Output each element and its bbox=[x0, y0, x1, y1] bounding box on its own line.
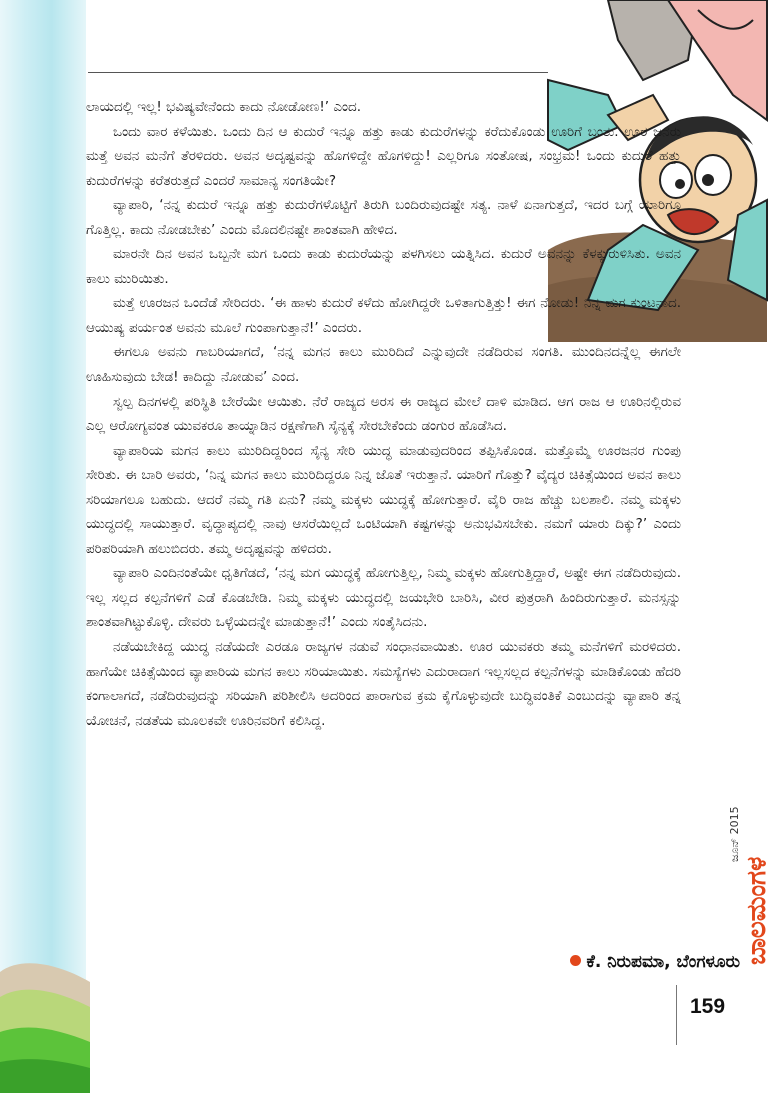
top-divider bbox=[88, 72, 550, 73]
paragraph: ವ್ಯಾಪಾರಿ, ‘ನನ್ನ ಕುದುರೆ ಇನ್ನೂ ಹತ್ತು ಕುದುರೆಗಳೊಟ್ಟಿಗೆ ತಿರುಗಿ ಬಂದಿರುವುದಷ್ಟೇ ಸತ್ಯ. ನಾಳೆ ಏನಾಗುತ್ತದೆ, ಇದರ ಬಗ್ಗೆ ಯಾರಿಗೂ ಗೊತ್ತಿಲ್ಲ. ಕಾದು ನೋಡಬೇಕು’ ಎಂದು ಮೊದಲಿನಷ್ಟೇ ಶಾಂತವಾಗಿ ಹೇಳಿದ. bbox=[86, 197, 681, 238]
bullet-dot-icon bbox=[570, 955, 581, 966]
paragraph: ಮಾರನೇ ದಿನ ಅವನ ಒಬ್ಬನೇ ಮಗ ಒಂದು ಕಾಡು ಕುದುರೆಯನ್ನು ಪಳಗಿಸಲು ಯತ್ನಿಸಿದ. ಕುದುರೆ ಅವನನ್ನು ಕೆಳಕ್ಕುರುಳಿಸಿತು. ಅವನ ಕಾಲು ಮುರಿಯಿತು. bbox=[86, 246, 681, 287]
left-hill-illustration bbox=[0, 952, 90, 1093]
article-body bbox=[86, 95, 681, 733]
paragraph: ಸ್ವಲ್ಪ ದಿನಗಳಲ್ಲಿ ಪರಿಸ್ಥಿತಿ ಬೇರೆಯೇ ಆಯಿತು. ನೆರೆ ರಾಜ್ಯದ ಅರಸ ಈ ರಾಜ್ಯದ ಮೇಲೆ ದಾಳಿ ಮಾಡಿದ. ಆಗ ರಾಜ ಆ ಊರಿನಲ್ಲಿರುವ ಎಲ್ಲ ಆರೋಗ್ಯವಂತ ಯುವಕರೂ ತಾಯ್ನಾಡಿನ ರಕ್ಷಣೆಗಾಗಿ ಸೈನ್ಯಕ್ಕೆ ಸೇರಬೇಕೆಂದು ಡಂಗುರ ಹೊಡೆಸಿದ. bbox=[86, 393, 681, 435]
left-decorative-strip bbox=[0, 0, 86, 1093]
author-byline bbox=[420, 952, 740, 972]
magazine-name: ಬಾಲಮಂಗಳ bbox=[742, 856, 772, 965]
paragraph: ಲಾಯದಲ್ಲಿ ಇಲ್ಲ! ಭವಿಷ್ಯವೇನೆಂದು ಕಾದು ನೋಡೋಣ!’ ಎಂದ. bbox=[86, 99, 361, 115]
paragraph: ಮತ್ತೆ ಊರಜನ ಒಂದೆಡೆ ಸೇರಿದರು. ‘ಈ ಹಾಳು ಕುದುರೆ ಕಳೆದು ಹೋಗಿದ್ದರೇ ಒಳಿತಾಗುತ್ತಿತ್ತು! ಈಗ ನೋಡು! ನಿನ್ನ ಮಗ ಕುಂಟನಾದ. ಆಯುಷ್ಯ ಪರ್ಯಂತ ಅವನು ಮೂಲೆ ಗುಂಪಾಗುತ್ತಾನೆ!’ ಎಂದರು. bbox=[86, 295, 681, 336]
issue-date: ಜೂನ್ 2015 bbox=[728, 806, 741, 862]
paragraph: ಒಂದು ವಾರ ಕಳೆಯಿತು. ಒಂದು ದಿನ ಆ ಕುದುರೆ ಇನ್ನೂ ಹತ್ತು ಕಾಡು ಕುದುರೆಗಳನ್ನು ಕರೆದುಕೊಂಡು ಊರಿಗೆ ಬಂತು. ಊರ ಜನರು ಮತ್ತೆ ಅವನ ಮನೆಗೆ ತೆರಳಿದರು. ಅವನ ಅದೃಷ್ಟವನ್ನು ಹೊಗಳಿದ್ದೇ ಹೊಗಳಿದ್ದು! ಎಲ್ಲರಿಗೂ ಸಂತೋಷ, ಸಂಭ್ರಮ! ಒಂದು ಕುದುರೆ ಹತ್ತು ಕುದುರೆಗಳನ್ನು ಕರೆತರುತ್ತದೆ ಎಂದರೆ ಸಾಮಾನ್ಯ ಸಂಗತಿಯೇ? bbox=[86, 123, 681, 189]
folio-divider bbox=[676, 985, 677, 1045]
paragraph: ನಡೆಯಬೇಕಿದ್ದ ಯುದ್ಧ ನಡೆಯದೇ ಎರಡೂ ರಾಜ್ಯಗಳ ನಡುವೆ ಸಂಧಾನವಾಯಿತು. ಊರ ಯುವಕರು ತಮ್ಮ ಮನೆಗಳಿಗೆ ಮರಳಿದರು. ಹಾಗೆಯೇ ಚಿಕಿತ್ಸೆಯಿಂದ ವ್ಯಾಪಾರಿಯ ಮಗನ ಕಾಲು ಸರಿಯಾಯಿತು. ಸಮಸ್ಯೆಗಳು ಎದುರಾದಾಗ ಇಲ್ಲಸಲ್ಲದ ಕಲ್ಪನೆಗಳನ್ನು ಮಾಡಿಕೊಂಡು ಹೆದರಿ ಕಂಗಾಲಾಗದೆ, ನಡೆದಿರುವುದನ್ನು ಸರಿಯಾಗಿ ಪರಿಶೀಲಿಸಿ ಅದರಿಂದ ಪಾರಾಗುವ ಕ್ರಮ ಕೈಗೊಳ್ಳುವುದೇ ಬುದ್ಧಿವಂತಿಕೆ ಎಂಬುದನ್ನು ವ್ಯಾಪಾರಿ ತನ್ನ ಯೋಚನೆ, ನಡತೆಯ ಮೂಲಕವೇ ಊರಿನವರಿಗೆ ಕಲಿಸಿದ್ದ. bbox=[86, 639, 681, 729]
paragraph: ಈಗಲೂ ಅವನು ಗಾಬರಿಯಾಗದೆ, ‘ನನ್ನ ಮಗನ ಕಾಲು ಮುರಿದಿದೆ ಎನ್ನುವುದೇ ನಡೆದಿರುವ ಸಂಗತಿ. ಮುಂದಿನದನ್ನೆಲ್ಲ ಈಗಲೇ ಊಹಿಸುವುದು ಬೇಡ! ಕಾದಿದ್ದು ನೋಡುವ’ ಎಂದ. bbox=[86, 344, 681, 386]
paragraph: ವ್ಯಾಪಾರಿಯ ಮಗನ ಕಾಲು ಮುರಿದಿದ್ದರಿಂದ ಸೈನ್ಯ ಸೇರಿ ಯುದ್ಧ ಮಾಡುವುದರಿಂದ ತಪ್ಪಿಸಿಕೊಂಡ. ಮತ್ತೊಮ್ಮೆ ಊರಜನರ ಗುಂಪು ಸೇರಿತು. ಈ ಬಾರಿ ಅವರು, ‘ನಿನ್ನ ಮಗನ ಕಾಲು ಮುರಿದಿದ್ದರೂ ನಿನ್ನ ಜೊತೆ ಇರುತ್ತಾನೆ. ಯಾರಿಗೆ ಗೊತ್ತು? ವೈದ್ಯರ ಚಿಕಿತ್ಸೆಯಿಂದ ಅವನ ಕಾಲು ಸರಿಯಾಗಲೂ ಬಹುದು. ಆದರೆ ನಮ್ಮ ಗತಿ ಏನು? ನಮ್ಮ ಮಕ್ಕಳು ಯುದ್ಧಕ್ಕೆ ಹೋಗುತ್ತಾರೆ. ವೈರಿ ರಾಜ ಹೆಚ್ಚು ಬಲಶಾಲಿ. ನಮ್ಮ ಮಕ್ಕಳು ಯುದ್ಧದಲ್ಲಿ ಸಾಯುತ್ತಾರೆ. ವೃದ್ಧಾಪ್ಯದಲ್ಲಿ ನಾವು ಆಸರೆಯಿಲ್ಲದೆ ಒಂಟಿಯಾಗಿ ಕಷ್ಟಗಳನ್ನು ಅನುಭವಿಸಬೇಕು. ನಮಗೆ ಯಾರು ದಿಕ್ಕು?’ ಎಂದು ಪರಿಪರಿಯಾಗಿ ಹಲುಬಿದರು. ತಮ್ಮ ಅದೃಷ್ಟವನ್ನು ಹಳಿದರು. bbox=[86, 442, 681, 557]
paragraph: ವ್ಯಾಪಾರಿ ಎಂದಿನಂತೆಯೇ ಧೃತಿಗೆಡದೆ, ‘ನನ್ನ ಮಗ ಯುದ್ಧಕ್ಕೆ ಹೋಗುತ್ತಿಲ್ಲ, ನಿಮ್ಮ ಮಕ್ಕಳು ಹೋಗುತ್ತಿದ್ದಾರೆ, ಅಷ್ಟೇ ಈಗ ನಡೆದಿರುವುದು. ಇಲ್ಲ ಸಲ್ಲದ ಕಲ್ಪನೆಗಳಿಗೆ ಎಡೆ ಕೊಡಬೇಡಿ. ನಿಮ್ಮ ಮಕ್ಕಳು ಯುದ್ಧದಲ್ಲಿ ಜಯಭೇರಿ ಬಾರಿಸಿ, ವೀರ ಪುತ್ರರಾಗಿ ಹಿಂದಿರುಗುತ್ತಾರೆ. ಮನಸ್ಸನ್ನು ಶಾಂತವಾಗಿಟ್ಟುಕೊಳ್ಳಿ. ದೇವರು ಒಳ್ಳೆಯದನ್ನೇ ಮಾಡುತ್ತಾನೆ!’ ಎಂದು ಸಂತೈಸಿದನು. bbox=[86, 565, 681, 631]
author-name: ಕೆ. ನಿರುಪಮಾ, ಬೆಂಗಳೂರು bbox=[586, 952, 740, 972]
page-number: 159 bbox=[690, 995, 726, 1018]
